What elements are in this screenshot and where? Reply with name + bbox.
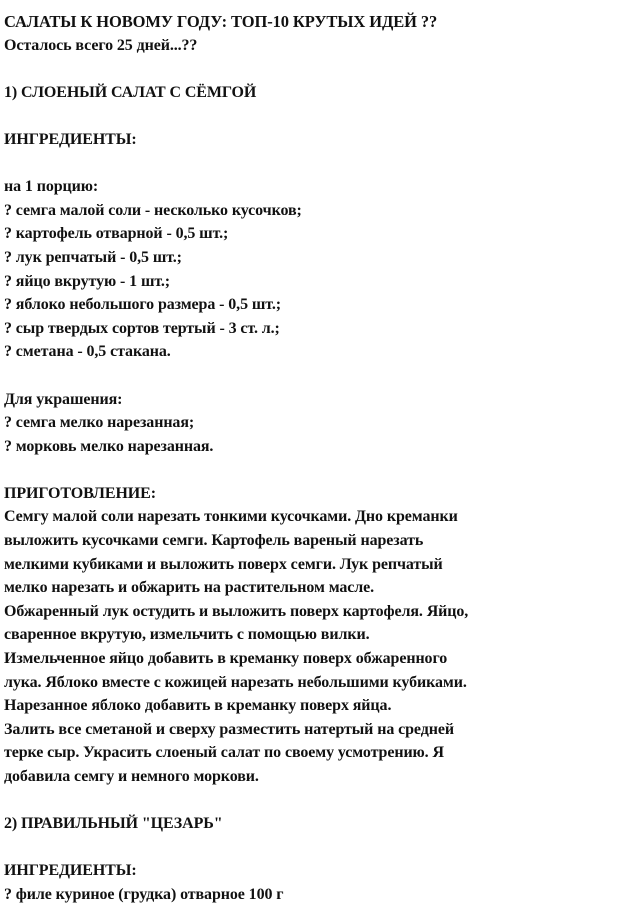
article-title: САЛАТЫ К НОВОМУ ГОДУ: ТОП-10 КРУТЫХ ИДЕЙ ?? — [4, 12, 438, 31]
portion-label: на 1 порцию: — [4, 178, 99, 196]
article-subtitle: Осталось всего 25 дней...?? — [4, 36, 198, 54]
preparation-heading: ПРИГОТОВЛЕНИЕ: — [4, 484, 156, 502]
preparation-line: терке сыр. Украсить слоеный салат по своему усмотрению. Я — [4, 744, 444, 762]
spacer — [4, 364, 620, 388]
preparation-line: выложить кусочками семги. Картофель вареный нарезать — [4, 532, 424, 550]
recipe-2-heading: 2) ПРАВИЛЬНЫЙ "ЦЕЗАРЬ" — [4, 815, 223, 833]
spacer — [4, 836, 620, 860]
spacer — [4, 458, 620, 482]
ingredient-item: ? яйцо вкрутую - 1 шт.; — [4, 272, 171, 290]
ingredient-item: ? картофель отварной - 0,5 шт.; — [4, 225, 229, 243]
spacer — [4, 789, 620, 813]
ingredient-item: ? семга малой соли - несколько кусочков; — [4, 201, 302, 219]
ingredient-item: ? сметана - 0,5 стакана. — [4, 343, 171, 361]
ingredient-item: ? филе куриное (грудка) отварное 100 г — [4, 885, 284, 903]
recipe-2-ingredients-heading: ИНГРЕДИЕНТЫ: — [4, 862, 137, 880]
spacer — [4, 152, 620, 176]
recipe-1-heading: 1) СЛОЕНЫЙ САЛАТ С СЁМГОЙ — [4, 83, 257, 101]
preparation-line: лука. Яблоко вместе с кожицей нарезать небольшими кубиками. — [4, 673, 467, 691]
recipe-1-ingredients-heading: ИНГРЕДИЕНТЫ: — [4, 130, 137, 148]
preparation-line: Измельченное яйцо добавить в креманку поверх обжаренного — [4, 650, 448, 668]
preparation-line: Обжаренный лук остудить и выложить поверх картофеля. Яйцо, — [4, 602, 469, 620]
decoration-label: Для украшения: — [4, 390, 123, 408]
ingredient-item: ? сыр твердых сортов тертый - 3 ст. л.; — [4, 319, 280, 337]
spacer — [4, 104, 620, 128]
preparation-line: Залить все сметаной и сверху разместить натертый на средней — [4, 720, 454, 738]
preparation-line: Нарезанное яблоко добавить в креманку поверх яйца. — [4, 697, 392, 715]
decoration-item: ? семга мелко нарезанная; — [4, 414, 195, 432]
preparation-line: мелкими кубиками и выложить поверх семги. Лук репчатый — [4, 555, 443, 573]
preparation-line: мелко нарезать и обжарить на растительном масле. — [4, 579, 375, 597]
ingredient-item: ? лук репчатый - 0,5 шт.; — [4, 248, 182, 266]
preparation-line: добавила семгу и немного моркови. — [4, 768, 259, 785]
article — [4, 10, 620, 907]
preparation-line: Семгу малой соли нарезать тонкими кусочками. Дно креманки — [4, 508, 458, 526]
ingredient-item: ? яблоко небольшого размера - 0,5 шт.; — [4, 296, 281, 314]
decoration-item: ? морковь мелко нарезанная. — [4, 437, 214, 455]
spacer — [4, 57, 620, 81]
preparation-line: сваренное вкрутую, измельчить с помощью вилки. — [4, 626, 370, 644]
